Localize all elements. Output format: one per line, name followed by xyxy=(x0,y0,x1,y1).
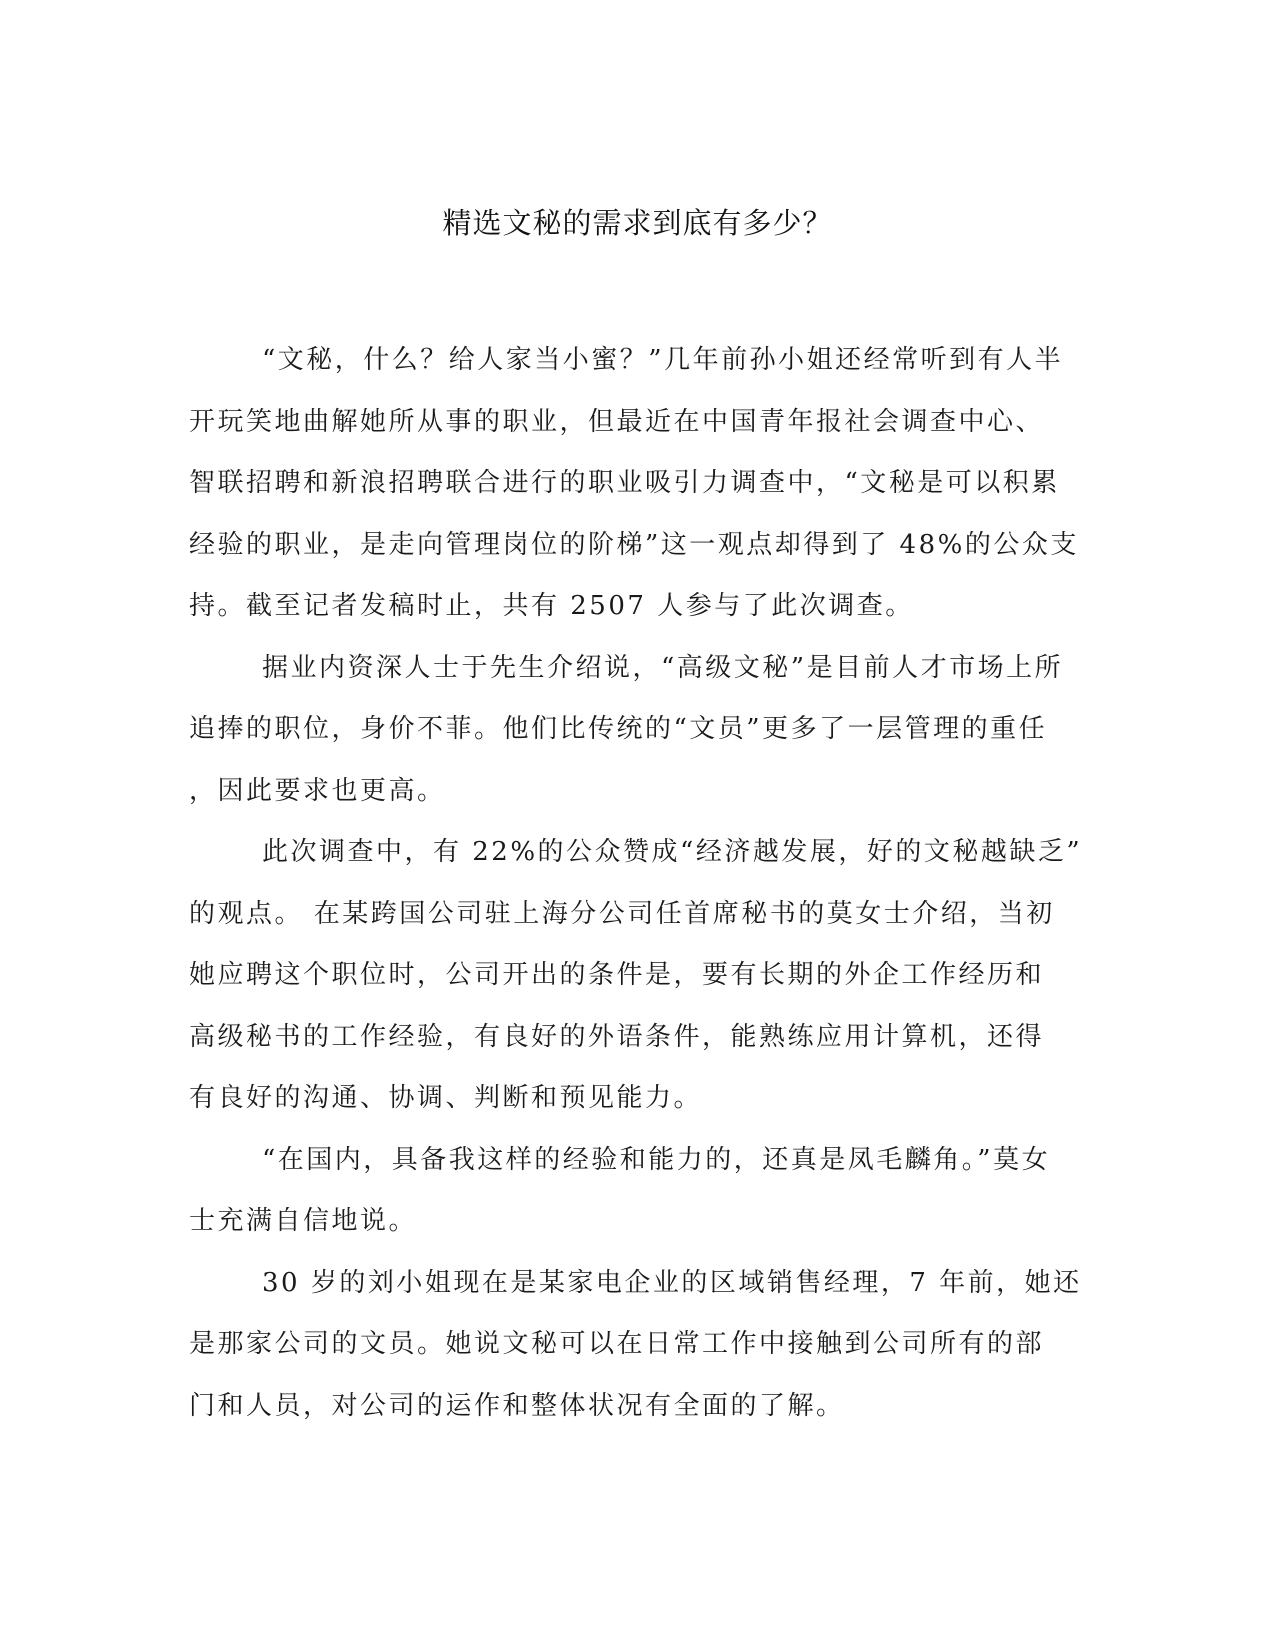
text-line: 开玩笑地曲解她所从事的职业，但最近在中国青年报社会调查中心、 xyxy=(189,406,1045,437)
text-line: 士充满自信地说。 xyxy=(189,1206,418,1236)
text-line: 她应聘这个职位时，公司开出的条件是，要有长期的外企工作经历和 xyxy=(189,960,1045,990)
text-line: 30 岁的刘小姐现在是某家电企业的区域销售经理，7 年前，她还 xyxy=(262,1267,1082,1298)
text-line: 追捧的职位，身价不菲。他们比传统的“文员”更多了一层管理的重任 xyxy=(189,714,1048,744)
text-line: 持。截至记者发稿时止，共有 2507 人参与了此次调查。 xyxy=(189,591,914,621)
text-line: 是那家公司的文员。她说文秘可以在日常工作中接触到公司所有的部 xyxy=(189,1329,1045,1359)
document-body xyxy=(189,330,1089,1437)
text-line: “文秘，什么？给人家当小蜜？”几年前孙小姐还经常听到有人半 xyxy=(262,345,1064,375)
text-line: 经验的职业，是走向管理岗位的阶梯”这一观点却得到了 48%的公众支 xyxy=(189,529,1079,560)
text-line: “在国内，具备我这样的经验和能力的，还真是凤毛麟角。”莫女 xyxy=(262,1144,1051,1175)
text-line: ，因此要求也更高。 xyxy=(189,775,446,806)
text-line: 有良好的沟通、协调、判断和预见能力。 xyxy=(189,1083,703,1113)
text-line: 据业内资深人士于先生介绍说，“高级文秘”是目前人才市场上所 xyxy=(262,652,1064,683)
text-line: 门和人员，对公司的运作和整体状况有全面的了解。 xyxy=(189,1390,845,1421)
text-line: 智联招聘和新浪招聘联合进行的职业吸引力调查中，“文秘是可以积累 xyxy=(189,468,1060,498)
document-title: 精选文秘的需求到底有多少？ xyxy=(442,206,833,240)
text-line: 高级秘书的工作经验，有良好的外语条件，能熟练应用计算机，还得 xyxy=(189,1021,1045,1052)
text-line: 的观点。 在某跨国公司驻上海分公司任首席秘书的莫女士介绍，当初 xyxy=(189,898,1055,929)
text-line: 此次调查中，有 22%的公众赞成“经济越发展，好的文秘越缺乏” xyxy=(262,837,1083,867)
